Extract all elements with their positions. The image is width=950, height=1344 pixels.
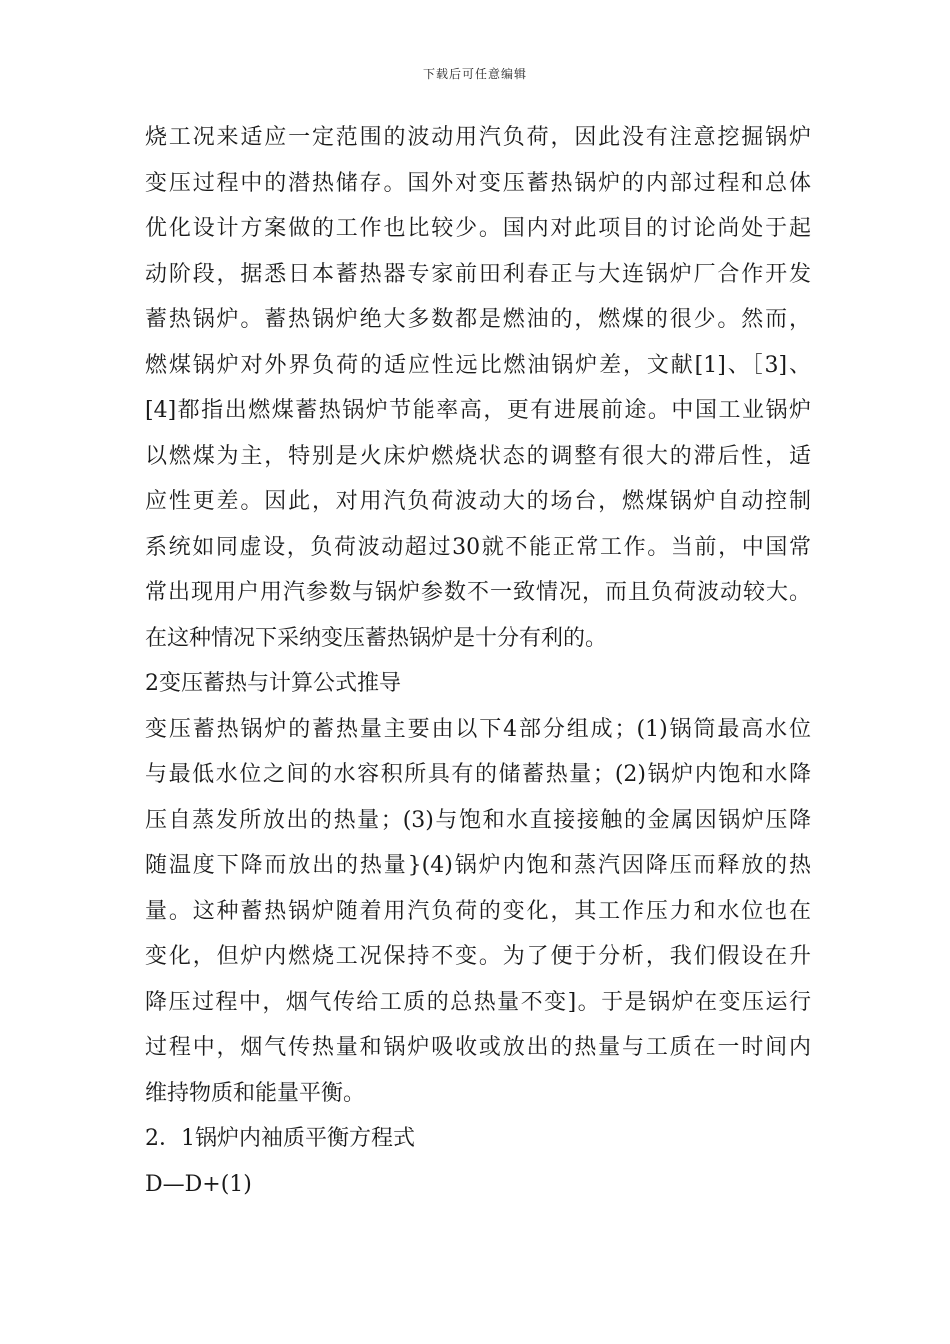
text-line: [4]都指出燃煤蓄热锅炉节能率高，更有进展前途。中国工业锅炉 <box>145 398 811 423</box>
text-line: 量。这种蓄热锅炉随着用汽负荷的变化，其工作压力和水位也在 <box>145 898 811 924</box>
text-line: 燃煤锅炉对外界负荷的适应性远比燃油锅炉差，文献[1]、［3]、 <box>145 352 811 378</box>
text-line: 变化，但炉内燃烧工况保持不变。为了便于分析，我们假设在升 <box>145 944 811 969</box>
text-line: 常出现用户用汽参数与锅炉参数不一致情况，而且负荷波动较大。 <box>145 580 811 605</box>
text-line: 动阶段，据悉日本蓄热器专家前田利春正与大连锅炉厂合作开发 <box>145 261 811 287</box>
text-line: 蓄热锅炉。蓄热锅炉绝大多数都是燃油的，燃煤的很少。然而， <box>145 307 811 332</box>
text-line: 变压过程中的潜热储存。国外对变压蓄热锅炉的内部过程和总体 <box>145 170 811 196</box>
text-line: 过程中，烟气传热量和锅炉吸收或放出的热量与工质在一时间内 <box>145 1035 811 1060</box>
page-header-note: 下载后可任意编辑 <box>422 67 527 81</box>
text-line: 以燃煤为主，特别是火床炉燃烧状态的调整有很大的滞后性，适 <box>145 443 811 469</box>
text-line: D—D+(1) <box>145 1171 252 1197</box>
text-line: 烧工况来适应一定范围的波动用汽负荷，因此没有注意挖掘锅炉 <box>145 125 811 150</box>
text-line: 在这种情况下采纳变压蓄热锅炉是十分有利的。 <box>145 625 608 651</box>
text-line: 压自蒸发所放出的热量；(3)与饱和水直接接触的金属因锅炉压降 <box>145 807 811 833</box>
text-line: 应性更差。因此，对用汽负荷波动大的场台，燃煤锅炉自动控制 <box>145 489 811 514</box>
text-line: 与最低水位之间的水容积所具有的储蓄热量；(2)锅炉内饱和水降 <box>145 762 811 787</box>
text-line: 2变压蓄热与计算公式推导 <box>145 671 401 696</box>
document-body <box>145 115 811 1207</box>
text-line: 随温度下降而放出的热量}(4)锅炉内饱和蒸汽因降压而释放的热 <box>145 853 811 878</box>
text-line: 2．1锅炉内袖质平衡方程式 <box>145 1126 415 1151</box>
text-line: 维持物质和能量平衡。 <box>145 1080 366 1106</box>
text-line: 降压过程中，烟气传给工质的总热量不变]。于是锅炉在变压运行 <box>145 989 811 1015</box>
text-line: 优化设计方案做的工作也比较少。国内对此项目的讨论尚处于起 <box>145 216 811 241</box>
text-line: 系统如同虚设，负荷波动超过30就不能正常工作。当前，中国常 <box>145 534 811 560</box>
text-line: 变压蓄热锅炉的蓄热量主要由以下4部分组成；(1)锅筒最高水位 <box>145 716 811 742</box>
